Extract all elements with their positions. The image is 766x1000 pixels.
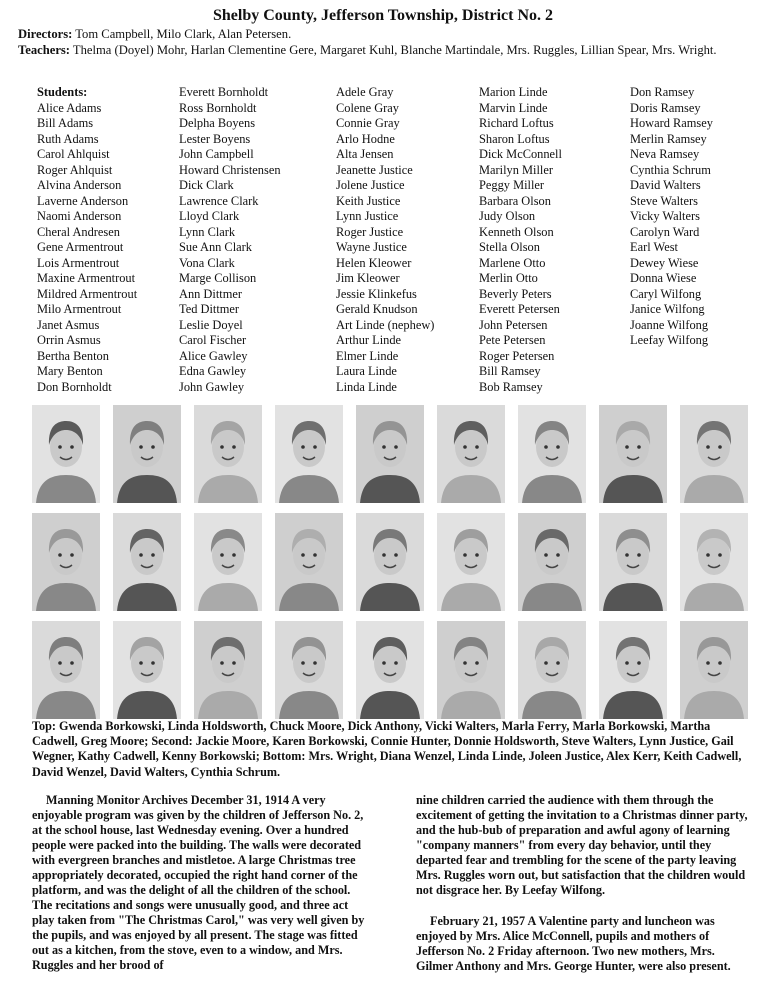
students-column-4 xyxy=(479,85,562,395)
student-name: Don Bornholdt xyxy=(37,379,112,394)
student-name: Carolyn Ward xyxy=(630,224,700,239)
article-1914-body-right: nine children carried the audience with them through the excitement of getting the invitation to a Christmas dinner party, and the hub-bub of preparation and awful agony of learning "company manners" from every day behavior, until they departed fear and trembling for the scene of the party leaving Mrs. Ruggles worn out, but satisfaction that the children would not disgrace her. By Leefay Wilfong. xyxy=(416,793,748,897)
student-name: Steve Walters xyxy=(630,193,698,208)
students-heading: Students: xyxy=(37,85,88,99)
student-name: Colene Gray xyxy=(336,100,399,115)
student-name: Cynthia Schrum xyxy=(630,162,711,177)
students-column-1 xyxy=(37,85,137,395)
student-name: Lawrence Clark xyxy=(179,193,259,208)
student-name: Everett Petersen xyxy=(479,302,560,316)
student-name: Pete Petersen xyxy=(479,333,546,347)
student-portrait-photo xyxy=(518,405,586,503)
article-1914-right xyxy=(416,793,751,898)
student-portrait-photo xyxy=(437,513,505,611)
student-portrait-photo xyxy=(599,621,667,719)
student-name: Judy Olson xyxy=(479,209,536,223)
student-name: Cheral Andresen xyxy=(37,224,120,239)
teachers-label: Teachers: xyxy=(18,43,70,57)
student-name: John Petersen xyxy=(479,317,548,332)
article-1914-body-left: A very enjoyable program was given by the children of Jefferson No. 2, at the school house, last Wednesday evening. Over a hundred people were packed into the building. The walls were decorated with evergreen branches and mistletoe. A large Christmas tree appropriately decorated, occupied the right hand corner of the platform, and was the delight of all the children of the school. The recitations and songs were unusually good, and three act play taken from "The Christmas Carol," was very well given by the pupils, and was enjoyed by all present. The stage was fitted out as a kitchen, from the stove, even to a window, and Mrs. Ruggles and her brood of xyxy=(32,793,365,972)
student-name: Arlo Hodne xyxy=(336,131,395,146)
directors-label: Directors: xyxy=(18,27,73,41)
student-name: Leefay Wilfong xyxy=(630,333,709,347)
student-name: Vicky Walters xyxy=(630,209,700,223)
student-name: Carol Fischer xyxy=(179,333,247,347)
student-portrait-photo xyxy=(437,405,505,503)
student-name: Kenneth Olson xyxy=(479,224,554,239)
student-name: Jolene Justice xyxy=(336,178,405,192)
students-column-3 xyxy=(336,85,434,395)
student-name: Marlene Otto xyxy=(479,255,546,270)
class-photo-grid xyxy=(32,405,750,717)
student-name: Mary Benton xyxy=(37,364,103,378)
directors-text: Tom Campbell, Milo Clark, Alan Petersen. xyxy=(75,27,292,41)
student-name: Janice Wilfong xyxy=(630,302,705,316)
article-1914-left xyxy=(32,793,367,973)
student-portrait-photo xyxy=(194,405,262,503)
student-name: Alice Adams xyxy=(37,100,102,115)
student-name: Lois Armentrout xyxy=(37,255,120,270)
student-name: Lynn Clark xyxy=(179,224,236,239)
student-name: Carol Ahlquist xyxy=(37,147,110,161)
student-name: Ross Bornholdt xyxy=(179,100,257,115)
student-name: Maxine Armentrout xyxy=(37,271,136,285)
student-name: Alvina Anderson xyxy=(37,178,122,192)
student-name: Howard Ramsey xyxy=(630,116,713,130)
student-name: Edna Gawley xyxy=(179,364,247,378)
student-portrait-photo xyxy=(275,513,343,611)
student-name: Lloyd Clark xyxy=(179,209,240,223)
teachers-line xyxy=(18,42,717,58)
student-name: Adele Gray xyxy=(336,85,394,99)
student-name: Howard Christensen xyxy=(179,162,281,177)
student-name: Jeanette Justice xyxy=(336,162,413,177)
student-name: Leslie Doyel xyxy=(179,317,243,332)
student-name: Milo Armentrout xyxy=(37,302,122,316)
student-portrait-photo xyxy=(194,621,262,719)
student-name: Donna Wiese xyxy=(630,271,697,285)
student-name: John Campbell xyxy=(179,147,254,161)
student-name: Earl West xyxy=(630,240,678,254)
student-name: Barbara Olson xyxy=(479,193,551,208)
student-portrait-photo xyxy=(275,405,343,503)
student-name: Merlin Otto xyxy=(479,271,538,285)
student-name: Caryl Wilfong xyxy=(630,286,702,301)
student-portrait-photo xyxy=(518,621,586,719)
student-name: Wayne Justice xyxy=(336,240,407,254)
student-name: Laverne Anderson xyxy=(37,193,129,208)
teachers-text: Thelma (Doyel) Mohr, Harlan Clementine Gere, Margaret Kuhl, Blanche Martindale, Mrs. Ruggles, Lillian Spear, Mrs. Wright. xyxy=(72,43,717,57)
student-name: Linda Linde xyxy=(336,379,397,394)
page-title: Shelby County, Jefferson Township, District No. 2 xyxy=(212,7,554,24)
student-name: Neva Ramsey xyxy=(630,147,700,161)
photo-caption: Top: Gwenda Borkowski, Linda Holdsworth, Chuck Moore, Dick Anthony, Vicki Walters, Marla Ferry, Marla Borkowski, Martha Cadwell, Greg Moore; Second: Jackie Moore, Karen Borkowski, Connie Hunter, Donnie Holdsworth, Steve Walters, Lynn Justice, Gail Wegner, Kathy Cadwell, Kenny Borkowski; Bottom: Mrs. Wright, Diana Wenzel, Linda Linde, Joleen Justice, Alex Kerr, Keith Cadwell, David Wenzel, David Walters, Cynthia Schrum. xyxy=(32,719,742,779)
student-portrait-photo xyxy=(518,513,586,611)
article-1957-heading: February 21, 1957 xyxy=(430,914,526,928)
student-name: David Walters xyxy=(630,178,701,192)
student-portrait-photo xyxy=(356,405,424,503)
student-name: Roger Justice xyxy=(336,224,404,239)
student-name: Bob Ramsey xyxy=(479,379,543,394)
student-portrait-photo xyxy=(680,513,748,611)
student-name: Jim Kleower xyxy=(336,271,400,285)
student-name: Dick Clark xyxy=(179,178,234,192)
student-name: Gerald Knudson xyxy=(336,302,418,316)
student-name: Dick McConnell xyxy=(479,147,562,161)
student-portrait-photo xyxy=(356,513,424,611)
student-name: Naomi Anderson xyxy=(37,209,122,223)
student-portrait-photo xyxy=(275,621,343,719)
student-name: Dewey Wiese xyxy=(630,255,699,270)
student-name: Lester Boyens xyxy=(179,131,251,146)
student-portrait-photo xyxy=(437,621,505,719)
photo-row-top xyxy=(32,405,750,505)
student-name: Bertha Benton xyxy=(37,348,109,363)
student-name: Art Linde (nephew) xyxy=(336,317,435,332)
student-name: Peggy Miller xyxy=(479,178,545,192)
student-portrait-photo xyxy=(680,621,748,719)
student-name: Helen Kleower xyxy=(336,255,412,270)
student-portrait-photo xyxy=(32,513,100,611)
student-name: Joanne Wilfong xyxy=(630,317,709,332)
student-name: Everett Bornholdt xyxy=(179,85,269,99)
article-1957-body: A Valentine party and luncheon was enjoyed by Mrs. Alice McConnell, pupils and mothers of Jefferson No. 2 Friday afternoon. Two new mothers, Mrs. Gilmer Anthony and Mrs. George Hunter, were also present. xyxy=(416,914,731,973)
student-name: Janet Asmus xyxy=(37,317,100,332)
student-portrait-photo xyxy=(680,405,748,503)
directors-line xyxy=(18,26,291,42)
student-name: Alice Gawley xyxy=(179,348,248,363)
student-name: Sue Ann Clark xyxy=(179,240,252,254)
students-column-2 xyxy=(179,85,281,395)
student-portrait-photo xyxy=(113,405,181,503)
student-portrait-photo xyxy=(194,513,262,611)
student-name: Vona Clark xyxy=(179,255,235,270)
student-name: Ruth Adams xyxy=(37,131,99,146)
photo-row-second xyxy=(32,513,750,613)
student-name: Marion Linde xyxy=(479,85,548,99)
article-1957 xyxy=(416,914,751,974)
article-1914-heading: Manning Monitor Archives December 31, 1914 xyxy=(46,793,290,807)
student-name: Delpha Boyens xyxy=(179,116,256,130)
student-name: Merlin Ramsey xyxy=(630,131,707,146)
photo-row-bottom xyxy=(32,621,750,721)
student-name: Elmer Linde xyxy=(336,348,399,363)
student-name: Bill Ramsey xyxy=(479,364,541,378)
student-portrait-photo xyxy=(599,405,667,503)
student-name: Connie Gray xyxy=(336,116,400,130)
student-name: Keith Justice xyxy=(336,193,401,208)
student-name: Arthur Linde xyxy=(336,333,402,347)
student-portrait-photo xyxy=(356,621,424,719)
student-name: Roger Ahlquist xyxy=(37,162,113,177)
student-name: Marge Collison xyxy=(179,271,257,285)
student-name: Don Ramsey xyxy=(630,85,695,99)
student-name: Alta Jensen xyxy=(336,147,394,161)
student-name: Doris Ramsey xyxy=(630,100,701,115)
student-name: Orrin Asmus xyxy=(37,333,101,347)
student-name: Lynn Justice xyxy=(336,209,399,223)
student-name: Ted Dittmer xyxy=(179,302,240,316)
student-name: John Gawley xyxy=(179,379,245,394)
student-name: Ann Dittmer xyxy=(179,286,242,301)
student-portrait-photo xyxy=(113,513,181,611)
student-name: Laura Linde xyxy=(336,364,397,378)
student-name: Marvin Linde xyxy=(479,100,548,115)
student-name: Gene Armentrout xyxy=(37,240,124,254)
student-name: Sharon Loftus xyxy=(479,131,550,146)
student-name: Mildred Armentrout xyxy=(37,286,138,301)
student-portrait-photo xyxy=(113,621,181,719)
student-name: Marilyn Miller xyxy=(479,162,553,177)
student-portrait-photo xyxy=(599,513,667,611)
student-portrait-photo xyxy=(32,621,100,719)
student-portrait-photo xyxy=(32,405,100,503)
student-name: Jessie Klinkefus xyxy=(336,286,417,301)
student-name: Roger Petersen xyxy=(479,348,555,363)
student-name: Stella Olson xyxy=(479,240,540,254)
student-name: Bill Adams xyxy=(37,116,94,130)
student-name: Beverly Peters xyxy=(479,286,552,301)
students-column-5 xyxy=(630,85,713,349)
student-name: Richard Loftus xyxy=(479,116,554,130)
